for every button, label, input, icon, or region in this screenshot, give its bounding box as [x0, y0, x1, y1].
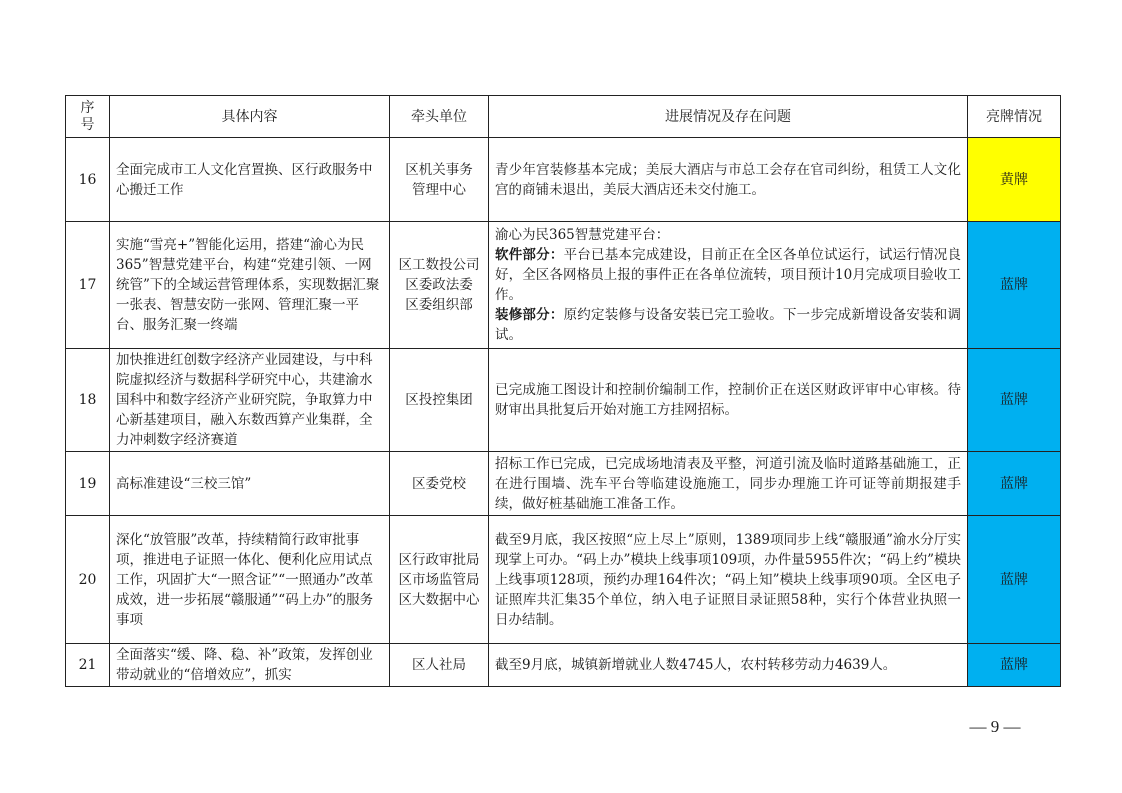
row-lead-unit: 区工数投公司 区委政法委 区委组织部	[390, 222, 489, 349]
row-number: 21	[66, 644, 110, 687]
header-seq: 序 号	[66, 96, 110, 138]
status-badge: 蓝牌	[968, 349, 1061, 452]
table-row	[66, 516, 1061, 644]
header-lead-unit: 牵头单位	[390, 96, 489, 138]
table-header-row	[66, 96, 1061, 138]
row-progress: 已完成施工图设计和控制价编制工作，控制价正在送区财政评审中心审核。待财审出具批复后开始对施工方挂网招标。	[489, 349, 968, 452]
status-badge: 蓝牌	[968, 516, 1061, 644]
row-number: 19	[66, 452, 110, 516]
table-row	[66, 349, 1061, 452]
row-content: 实施“雪亮+”智能化运用，搭建“渝心为民365”智慧党建平台，构建“党建引领、一网统管”下的全域运营管理体系，实现数据汇聚一张表、智慧安防一张网、管理汇聚一平台、服务汇聚一终端	[110, 222, 390, 349]
progress-intro: 渝心为民365智慧党建平台：	[495, 227, 670, 243]
row-lead-unit: 区人社局	[390, 644, 489, 687]
row-content: 全面落实“缓、降、稳、补”政策，发挥创业带动就业的“倍增效应”，抓实	[110, 644, 390, 687]
row-lead-unit: 区委党校	[390, 452, 489, 516]
row-progress: 招标工作已完成，已完成场地清表及平整，河道引流及临时道路基础施工，正在进行围墙、洗车平台等临建设施施工，同步办理施工许可证等前期报建手续，做好桩基础施工准备工作。	[489, 452, 968, 516]
row-lead-unit: 区行政审批局 区市场监管局 区大数据中心	[390, 516, 489, 644]
row-progress	[489, 222, 968, 349]
page-number: — 9 —	[969, 717, 1021, 736]
table-row	[66, 222, 1061, 349]
row-number: 20	[66, 516, 110, 644]
status-badge: 蓝牌	[968, 222, 1061, 349]
progress-text-software: 平台已基本完成建设，目前正在全区各单位试运行，试运行情况良好，全区各网格员上报的事件正在各单位流转，项目预计10月完成项目验收工作。	[495, 247, 962, 303]
header-content: 具体内容	[110, 96, 390, 138]
row-number: 18	[66, 349, 110, 452]
row-progress: 青少年宫装修基本完成；美辰大酒店与市总工会存在官司纠纷，租赁工人文化宫的商铺未退出，美辰大酒店还未交付施工。	[489, 138, 968, 222]
row-number: 16	[66, 138, 110, 222]
header-badge: 亮牌情况	[968, 96, 1061, 138]
row-content: 深化“放管服”改革，持续精简行政审批事项，推进电子证照一体化、便利化应用试点工作，巩固扩大“一照含证”“一照通办”改革成效，进一步拓展“赣服通”“码上办”的服务事项	[110, 516, 390, 644]
progress-heading-decoration: 装修部分：	[495, 307, 564, 323]
status-badge: 蓝牌	[968, 452, 1061, 516]
row-progress: 截至9月底，城镇新增就业人数4745人，农村转移劳动力4639人。	[489, 644, 968, 687]
progress-heading-software: 软件部分：	[495, 247, 564, 263]
progress-table	[65, 95, 1061, 687]
table-row	[66, 138, 1061, 222]
row-number: 17	[66, 222, 110, 349]
row-content: 全面完成市工人文化宫置换、区行政服务中心搬迁工作	[110, 138, 390, 222]
status-badge: 黄牌	[968, 138, 1061, 222]
progress-text-decoration: 原约定装修与设备安装已完工验收。下一步完成新增设备安装和调试。	[495, 307, 962, 343]
row-progress: 截至9月底，我区按照“应上尽上”原则，1389项同步上线“赣服通”渝水分厅实现掌上可办。“码上办”模块上线事项109项，办件量5955件次；“码上约”模块上线事项128项，预约办理164件次；“码上知”模块上线事项90项。全区电子证照库共汇集35个单位，纳入电子证照目录证照58种，实行个体营业执照一日办结制。	[489, 516, 968, 644]
row-content: 高标准建设“三校三馆”	[110, 452, 390, 516]
row-lead-unit: 区机关事务 管理中心	[390, 138, 489, 222]
table-row	[66, 452, 1061, 516]
row-lead-unit: 区投控集团	[390, 349, 489, 452]
header-progress: 进展情况及存在问题	[489, 96, 968, 138]
status-badge: 蓝牌	[968, 644, 1061, 687]
row-content: 加快推进红创数字经济产业园建设，与中科院虚拟经济与数据科学研究中心，共建渝水国科中和数字经济产业研究院，争取算力中心新基建项目，融入东数西算产业集群，全力冲刺数字经济赛道	[110, 349, 390, 452]
table-row	[66, 644, 1061, 687]
